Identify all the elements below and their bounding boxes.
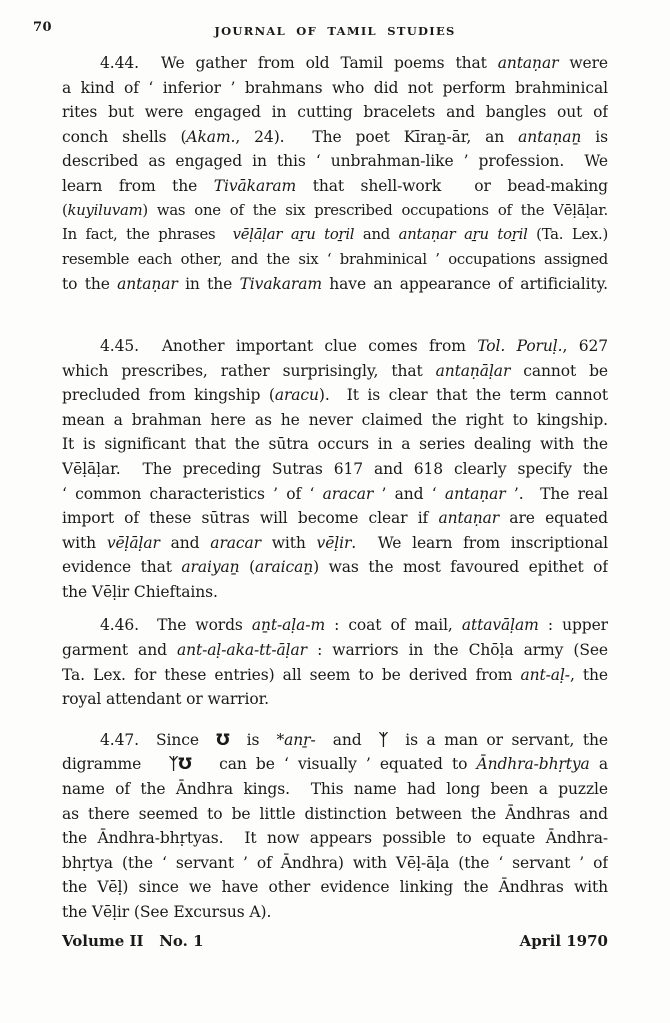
transliterated-term: vēḷir <box>316 533 352 552</box>
text-line: described as engaged in this ‘ unbrahman-like ’ profession. We <box>62 152 608 171</box>
text-line: (kuyiluvam) was one of the six prescribed occupations of the Vēḷāḷar. <box>62 201 608 219</box>
transliterated-term: antaṇar <box>444 484 506 503</box>
journal-title: JOURNAL OF TAMIL STUDIES <box>214 24 456 38</box>
text-line: the Vēḷ) since we have other evidence linking the Āndhras with <box>62 878 608 897</box>
text-line: as there seemed to be little distinction between the Āndhras and <box>62 804 608 823</box>
transliterated-term: antaṇaṉ <box>518 127 582 146</box>
transliterated-term: aracar <box>322 484 374 503</box>
paragraph-4-47 <box>62 728 608 925</box>
transliterated-term: anṟ- <box>284 730 316 749</box>
transliterated-term: attavāḷam <box>461 616 539 635</box>
text-line: resemble each other, and the six ‘ brahminical ’ occupations assigned <box>62 250 608 268</box>
text-line: name of the Āndhra kings. This name had long been a puzzle <box>62 780 608 799</box>
page-footer <box>62 932 608 950</box>
text-line: evidence that araiyaṉ (araicaṉ) was the most favoured epithet of <box>62 558 608 577</box>
transliterated-term: aṉt-aḷa-m <box>251 616 326 635</box>
transliterated-term: aracu <box>274 386 319 405</box>
page-number: 70 <box>33 20 53 35</box>
transliterated-term: araicaṉ <box>255 558 314 577</box>
text-line: a kind of ‘ inferior ’ brahmans who did not perform brahminical <box>62 78 608 97</box>
page-header <box>0 18 670 40</box>
text-line: the Āndhra-bhṛtyas. It now appears possible to equate Āndhra- <box>62 829 608 848</box>
transliterated-term: vēḷāḷar aṟu toṟil <box>232 226 355 244</box>
transliterated-term: Tivakaram <box>239 275 322 294</box>
transliterated-term: aracar <box>210 533 261 552</box>
transliterated-term: Tivākaram <box>213 176 297 195</box>
text-line: to the antaṇar in the Tivakaram have an appearance of artificiality. <box>62 275 608 294</box>
transliterated-term: ant-aḷ-aka-tt-āḷar <box>177 641 307 660</box>
transliterated-term: araiyaṉ <box>181 558 240 577</box>
transliterated-term: antaṇar <box>497 54 559 72</box>
indus-script-sign-glyph: ᛉ <box>378 729 389 749</box>
volume-issue-label: Volume II No. 1 <box>62 932 204 950</box>
text-line: In fact, the phrases vēḷāḷar aṟu toṟil and antaṇar aṟu toṟil (Ta. Lex.) <box>62 226 608 244</box>
indus-script-sign-glyph: ᛉƱ <box>168 754 192 774</box>
text-line: bhṛtya (the ‘ servant ’ of Āndhra) with Vēḷ-āḷa (the ‘ servant ’ of <box>62 853 608 872</box>
text-line: rites but were engaged in cutting bracelets and bangles out of <box>62 103 608 122</box>
text-line: It is significant that the sūtra occurs in a series dealing with the <box>62 435 608 454</box>
text-line: 4.45. Another important clue comes from Tol. Poruḷ., 627 <box>100 336 608 355</box>
text-line: with vēḷāḷar and aracar with vēḷir. We learn from inscriptional <box>62 533 608 552</box>
text-line: 4.46. The words aṉt-aḷa-m : coat of mail, attavāḷam : upper <box>100 616 608 635</box>
text-line: garment and ant-aḷ-aka-tt-āḷar : warriors in the Chōḷa army (See <box>62 641 608 660</box>
text-line: Vēḷāḷar. The preceding Sutras 617 and 618 clearly specify the <box>62 459 608 478</box>
indus-script-sign-glyph: Ʊ <box>216 729 230 749</box>
transliterated-term: antaṇar <box>438 509 500 528</box>
transliterated-term: vēḷāḷar <box>106 533 160 552</box>
transliterated-term: ant-aḷ- <box>520 665 570 684</box>
text-line: 4.44. We gather from old Tamil poems that antaṇar were <box>100 54 608 72</box>
text-line: ‘ common characteristics ’ of ‘ aracar ’ and ‘ antaṇar ’. The real <box>62 484 608 503</box>
transliterated-term: Āndhra-bhṛtya <box>476 755 590 774</box>
paragraph-4-45 <box>62 334 608 605</box>
transliterated-term: Akam. <box>186 127 236 146</box>
text-line: royal attendant or warrior. <box>62 690 269 709</box>
page-body <box>62 51 608 925</box>
paragraph-4-46 <box>62 613 608 711</box>
text-line: learn from the Tivākaram that shell-work or bead-making <box>62 176 608 195</box>
transliterated-term: kuyiluvam <box>67 201 143 219</box>
text-line: mean a brahman here as he never claimed the right to kingship. <box>62 410 608 429</box>
text-line: digramme ᛉƱ can be ‘ visually ’ equated to Āndhra-bhṛtya a <box>62 754 608 774</box>
text-line: precluded from kingship (aracu). It is clear that the term cannot <box>62 386 608 405</box>
transliterated-term: antaṇar aṟu toṟil <box>398 226 528 244</box>
text-line: the Vēḷir (See Excursus A). <box>62 903 272 921</box>
paragraph-4-44 <box>62 51 608 297</box>
transliterated-term: antaṇāḷar <box>435 361 511 380</box>
text-line: 4.47. Since Ʊ is *anṟ- and ᛉ is a man or servant, the <box>100 729 608 749</box>
transliterated-term: antaṇar <box>117 275 178 294</box>
text-line: Ta. Lex. for these entries) all seem to be derived from ant-aḷ-, the <box>62 665 608 684</box>
text-line: the Vēḷir Chieftains. <box>62 582 218 601</box>
issue-date-label: April 1970 <box>519 932 608 950</box>
text-line: import of these sūtras will become clear if antaṇar are equated <box>62 509 608 528</box>
text-line: conch shells (Akam., 24). The poet Kīraṉ-ār, an antaṇaṉ is <box>62 127 608 146</box>
text-line: which prescribes, rather surprisingly, that antaṇāḷar cannot be <box>62 361 608 380</box>
transliterated-term: Tol. Poruḷ. <box>477 336 563 355</box>
